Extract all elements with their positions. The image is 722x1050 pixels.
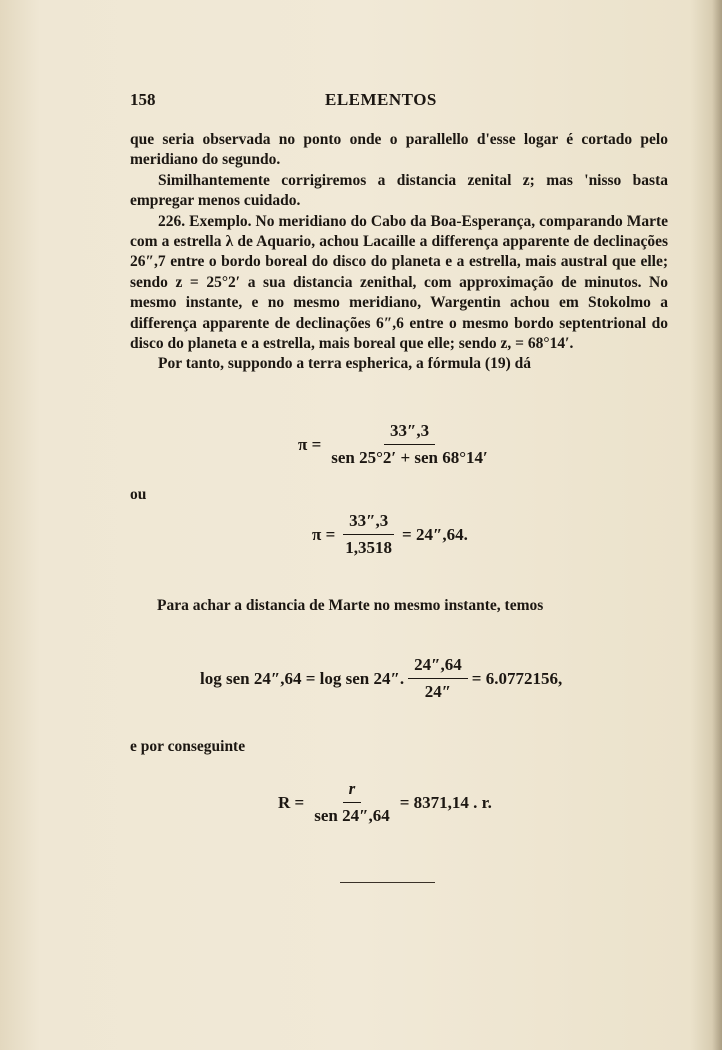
running-title: ELEMENTOS <box>325 90 437 109</box>
paragraph-number: 226. <box>158 212 186 230</box>
formula4-result: = 8371,14 . r. <box>399 792 492 812</box>
page-spine-shadow <box>712 0 722 1050</box>
formula3-denominator: 24″ <box>424 682 452 701</box>
formula2-fraction <box>339 510 398 559</box>
formula1-lhs: π = <box>298 434 322 454</box>
example-text: Exemplo. No meridiano do Cabo da Boa-Esperança, comparando Marte com a estrella λ de Aquario, achou Lacaille a differença apparente de declinações 26″,7 entre o bordo boreal do disco do planeta e a estrella, mais austral que elle; sendo z = 25°2′ a sua distancia zenithal, com approximação de minutos. No mesmo instante, e no mesmo meridiano, Wargentin achou em Stokolmo a differença apparente de declinações 6″,6 entre o mesmo bordo septentrional do disco do planeta e a estrella, mais boreal que elle; sendo z, = 68°14′. <box>130 212 668 353</box>
running-head <box>130 90 570 112</box>
sentence-mars-distance: Para achar a distancia de Marte no mesmo instante, temos <box>157 597 544 614</box>
formula-parallax-2 <box>312 510 468 559</box>
paragraph-zenith: Similhantemente corrigiremos a distancia zenital z; mas 'nisso basta empregar menos cuidado. <box>130 171 668 210</box>
formula-parallax-1 <box>298 420 498 469</box>
body-text <box>130 130 668 375</box>
formula4-numerator: r <box>343 778 362 803</box>
formula2-result: = 24″,64. <box>402 524 468 544</box>
formula3-numerator: 24″,64 <box>408 654 468 679</box>
paragraph-formula-intro: Por tanto, suppondo a terra espherica, a fórmula (19) dá <box>158 355 531 373</box>
formula1-denominator: sen 25°2′ + sen 68°14′ <box>331 448 488 467</box>
page-number: 158 <box>130 90 156 109</box>
ou-label: ou <box>130 486 147 503</box>
formula2-denominator: 1,3518 <box>345 538 393 557</box>
formula3-fraction <box>408 654 468 703</box>
formula2-numerator: 33″,3 <box>343 510 394 535</box>
formula1-numerator: 33″,3 <box>384 420 435 445</box>
formula1-fraction <box>325 420 494 469</box>
closing-rule <box>340 882 435 883</box>
sentence-consequently: e por conseguinte <box>130 738 246 755</box>
formula2-lhs: π = <box>312 524 336 544</box>
paragraph-continuation: que seria observada no ponto onde o parallello d'esse logar é cortado pelo meridiano do segundo. <box>130 131 668 169</box>
formula-log-sen <box>200 654 562 703</box>
formula4-fraction <box>308 778 396 827</box>
formula3-lhs: log sen 24″,64 = log sen 24″. <box>200 668 405 688</box>
formula4-lhs: R = <box>278 792 305 812</box>
formula3-result: = 6.0772156, <box>471 668 563 688</box>
formula4-denominator: sen 24″,64 <box>314 806 390 825</box>
paragraph-example <box>130 212 668 355</box>
formula-distance-r <box>278 778 492 827</box>
